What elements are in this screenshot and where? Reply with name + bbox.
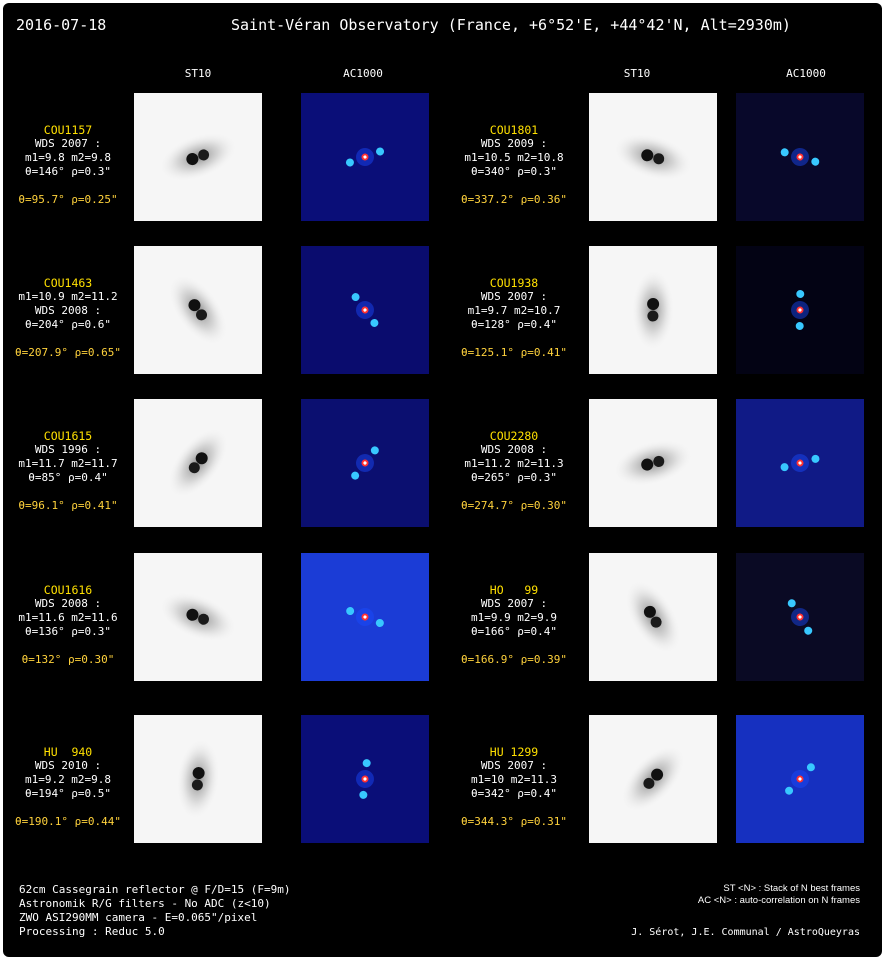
ac1000-image-cell [301, 553, 429, 681]
star-name: COU1463 [43, 276, 93, 290]
column-header-st10-right: ST10 [623, 67, 651, 80]
page-title: Saint-Véran Observatory (France, +6°52'E, +44°42'N, Alt=2930m) [231, 16, 791, 34]
measurement: θ=166.9° ρ=0.39" [461, 653, 567, 666]
star-name: COU2280 [489, 429, 539, 443]
catalog-line: WDS 2010 : [34, 759, 102, 772]
catalog-line: m1=9.9 m2=9.9 [470, 611, 558, 624]
autocorrelation-image [736, 246, 864, 374]
note-line: Astronomik R/G filters - No ADC (z<10) [19, 897, 271, 910]
st10-image-cell [134, 399, 262, 527]
ac1000-image-cell [736, 553, 864, 681]
star-name: HO 99 [489, 583, 539, 597]
catalog-line: WDS 2007 : [34, 137, 102, 150]
star-label [3, 745, 133, 829]
measurement: θ=344.3° ρ=0.31" [461, 815, 567, 828]
measurement: θ=190.1° ρ=0.44" [15, 815, 121, 828]
catalog-line: m1=11.7 m2=11.7 [18, 457, 118, 470]
catalog-line: θ=340° ρ=0.3" [470, 165, 558, 178]
ac1000-image-cell [736, 399, 864, 527]
catalog-line: θ=128° ρ=0.4" [470, 318, 558, 331]
speckle-stack-image [134, 93, 262, 221]
credits: J. Sérot, J.E. Communal / AstroQueyras [631, 927, 860, 938]
ac1000-image-cell [736, 715, 864, 843]
st10-image-cell [589, 399, 717, 527]
ac1000-image-cell [736, 246, 864, 374]
st10-image-cell [134, 715, 262, 843]
speckle-stack-image [589, 715, 717, 843]
autocorrelation-image [736, 715, 864, 843]
column-header-ac1000-left: AC1000 [343, 67, 383, 80]
st10-image-cell [134, 93, 262, 221]
instrument-notes [19, 883, 291, 939]
catalog-line: θ=342° ρ=0.4" [470, 787, 558, 800]
observation-date: 2016-07-18 [16, 16, 107, 34]
star-label [449, 745, 579, 829]
catalog-line: WDS 2008 : [34, 304, 102, 317]
autocorrelation-image [301, 93, 429, 221]
catalog-line: WDS 2007 : [480, 759, 548, 772]
catalog-line: m1=9.2 m2=9.8 [24, 773, 112, 786]
note-line: Processing : Reduc 5.0 [19, 925, 165, 938]
speckle-stack-image [589, 246, 717, 374]
st10-image-cell [589, 715, 717, 843]
catalog-line: θ=136° ρ=0.3" [24, 625, 112, 638]
catalog-line: WDS 2007 : [480, 597, 548, 610]
measurement: θ=337.2° ρ=0.36" [461, 193, 567, 206]
speckle-stack-image [589, 93, 717, 221]
autocorrelation-image [301, 399, 429, 527]
measurement: θ=95.7° ρ=0.25" [18, 193, 118, 206]
catalog-line: WDS 2009 : [480, 137, 548, 150]
catalog-line: m1=9.7 m2=10.7 [467, 304, 561, 317]
speckle-stack-image [134, 246, 262, 374]
measurement: θ=132° ρ=0.30" [21, 653, 115, 666]
ac1000-image-cell [301, 399, 429, 527]
catalog-line: m1=11.2 m2=11.3 [464, 457, 564, 470]
catalog-line: θ=146° ρ=0.3" [24, 165, 112, 178]
autocorrelation-image [736, 93, 864, 221]
ac1000-image-cell [736, 93, 864, 221]
catalog-line: m1=9.8 m2=9.8 [24, 151, 112, 164]
autocorrelation-image [301, 246, 429, 374]
catalog-line: WDS 2008 : [480, 443, 548, 456]
star-name: COU1938 [489, 276, 539, 290]
star-name: HU 1299 [489, 745, 539, 759]
speckle-stack-image [134, 715, 262, 843]
note-line: 62cm Cassegrain reflector @ F/D=15 (F=9m) [19, 883, 291, 896]
catalog-line: θ=204° ρ=0.6" [24, 318, 112, 331]
star-label [449, 583, 579, 667]
speckle-stack-image [134, 553, 262, 681]
measurement: θ=207.9° ρ=0.65" [15, 346, 121, 359]
autocorrelation-image [736, 399, 864, 527]
star-label [449, 429, 579, 513]
star-label [3, 583, 133, 667]
autocorrelation-image [301, 553, 429, 681]
st10-image-cell [134, 553, 262, 681]
legend-line: AC <N> : auto-correlation on N frames [697, 895, 860, 906]
measurement: θ=125.1° ρ=0.41" [461, 346, 567, 359]
star-name: COU1615 [43, 429, 93, 443]
catalog-line: WDS 2008 : [34, 597, 102, 610]
catalog-line: θ=194° ρ=0.5" [24, 787, 112, 800]
star-name: HU 940 [43, 745, 93, 759]
catalog-line: θ=85° ρ=0.4" [28, 471, 108, 484]
measurement: θ=96.1° ρ=0.41" [18, 499, 118, 512]
star-label [449, 276, 579, 360]
star-label [3, 276, 133, 360]
star-label [3, 123, 133, 207]
legend [698, 883, 860, 907]
catalog-line: θ=265° ρ=0.3" [470, 471, 558, 484]
st10-image-cell [589, 93, 717, 221]
catalog-line: m1=10.9 m2=11.2 [18, 290, 118, 303]
star-label [3, 429, 133, 513]
legend-line: ST <N> : Stack of N best frames [723, 883, 860, 894]
ac1000-image-cell [301, 246, 429, 374]
st10-image-cell [134, 246, 262, 374]
autocorrelation-image [301, 715, 429, 843]
speckle-stack-image [589, 553, 717, 681]
catalog-line: m1=10.5 m2=10.8 [464, 151, 564, 164]
star-name: COU1801 [489, 123, 539, 137]
catalog-line: m1=10 m2=11.3 [470, 773, 558, 786]
note-line: ZWO ASI290MM camera - E=0.065"/pixel [19, 911, 258, 924]
column-header-st10-left: ST10 [184, 67, 212, 80]
st10-image-cell [589, 553, 717, 681]
measurement: θ=274.7° ρ=0.30" [461, 499, 567, 512]
ac1000-image-cell [301, 715, 429, 843]
catalog-line: WDS 2007 : [480, 290, 548, 303]
speckle-stack-image [134, 399, 262, 527]
st10-image-cell [589, 246, 717, 374]
speckle-stack-image [589, 399, 717, 527]
ac1000-image-cell [301, 93, 429, 221]
autocorrelation-image [736, 553, 864, 681]
star-name: COU1616 [43, 583, 93, 597]
star-name: COU1157 [43, 123, 93, 137]
star-label [449, 123, 579, 207]
observation-panel [3, 3, 882, 957]
catalog-line: θ=166° ρ=0.4" [470, 625, 558, 638]
catalog-line: WDS 1996 : [34, 443, 102, 456]
column-header-ac1000-right: AC1000 [786, 67, 826, 80]
catalog-line: m1=11.6 m2=11.6 [18, 611, 118, 624]
